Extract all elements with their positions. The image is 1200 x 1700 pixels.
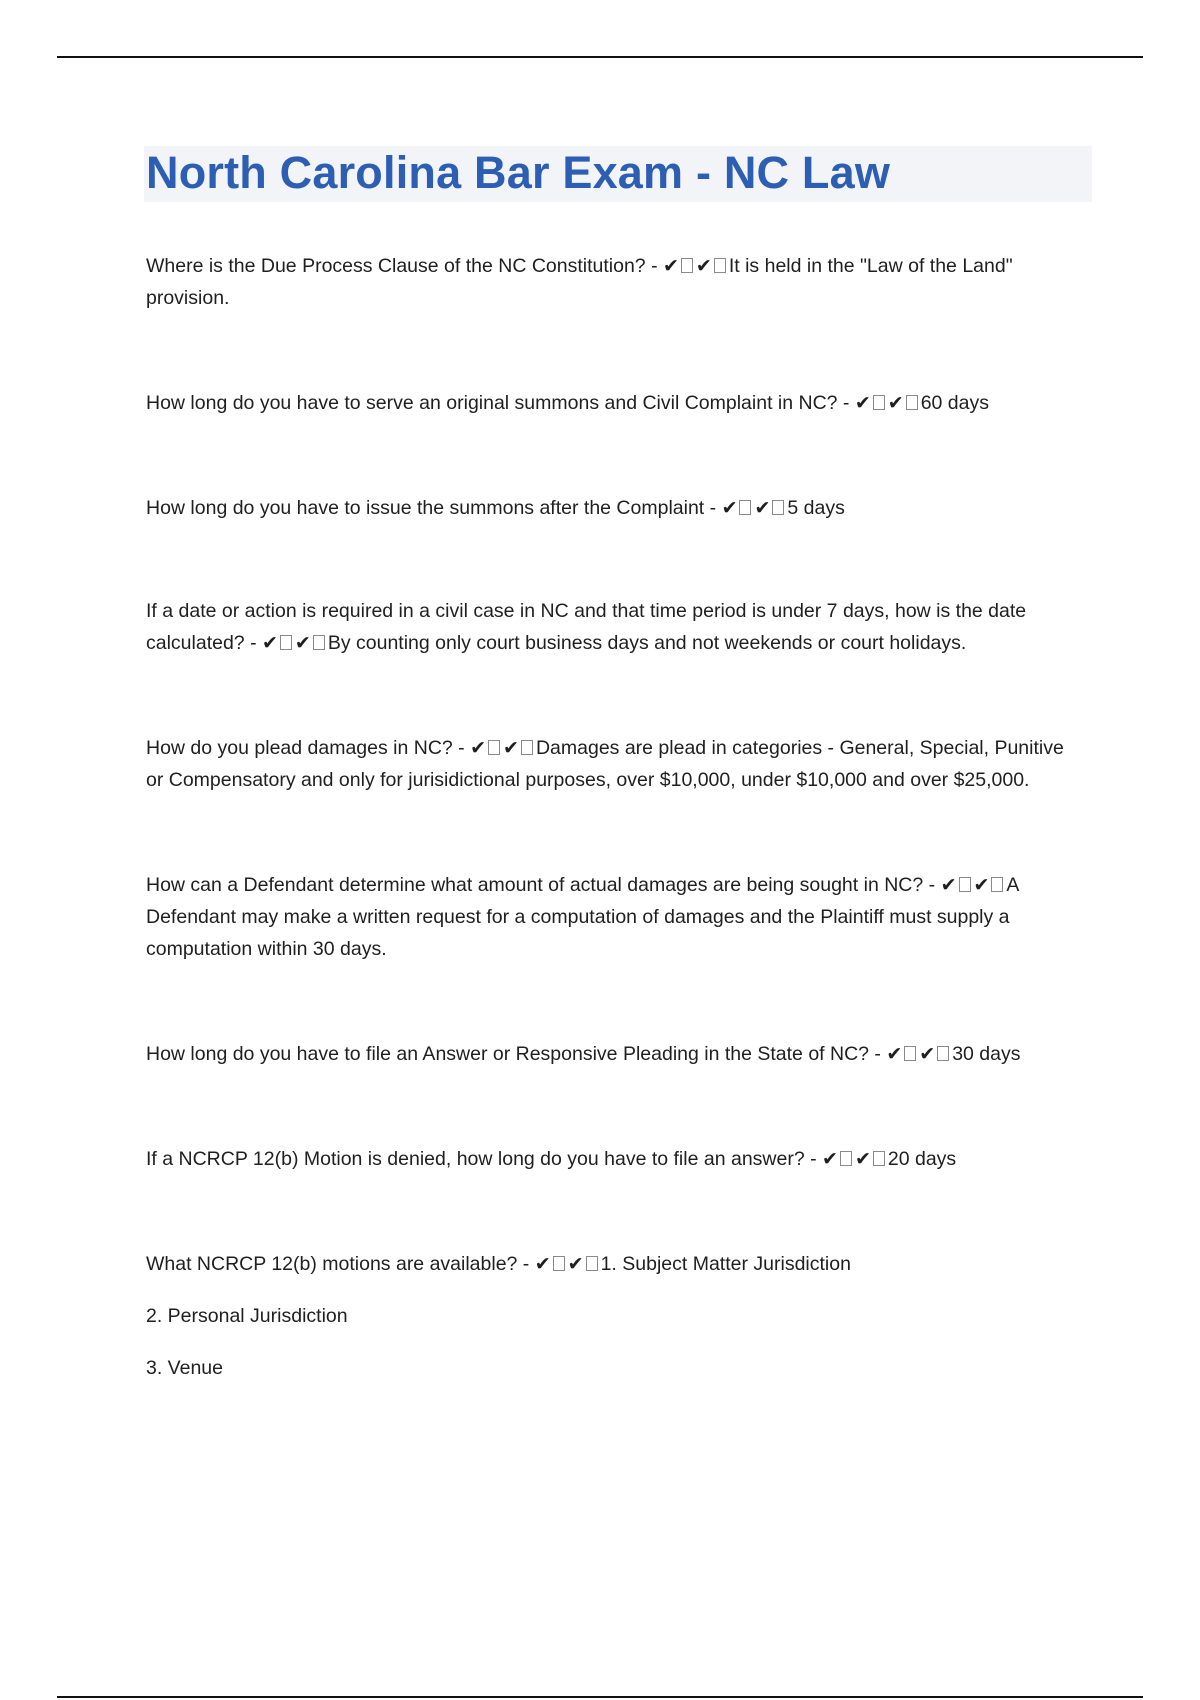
separator: - [923,874,941,896]
answer-text: Damages are plead in categories - General, Special, Punitive or Compensatory and only for jurisidictional purposes, over $10,000, under $10,000 and over $25,000. [146,737,1064,791]
check-icon: ✔ [886,1043,903,1065]
qa-item-5 [146,732,1076,796]
document-title: North Carolina Bar Exam - NC Law [146,147,891,198]
separator: - [645,255,663,277]
separator: - [452,737,471,759]
check-icon: ✔ [854,392,871,414]
question-text: How long do you have to file an Answer or Responsive Pleading in the State of NC? [146,1043,870,1065]
document-body [146,250,1076,1384]
answer-text: It is held in the "Law of the Land" provision. [146,255,1013,309]
answer-text: 5 days [787,497,845,519]
missing-glyph-box-icon [840,1151,852,1166]
check-icon: ✔ [695,255,712,277]
question-text: How long do you have to serve an original summons and Civil Complaint in NC? [146,392,838,414]
answer-text: 1. Subject Matter Jurisdiction [600,1253,851,1275]
missing-glyph-box-icon [521,740,533,755]
qa-item-3 [146,492,1076,524]
qa-item-1 [146,250,1076,314]
missing-glyph-box-icon [937,1046,949,1061]
question-text: What NCRCP 12(b) motions are available? [146,1253,518,1275]
check-icon: ✔ [470,737,487,759]
answer-text: 60 days [920,392,990,414]
check-icon: ✔ [822,1148,838,1170]
check-icon: ✔ [534,1253,551,1275]
missing-glyph-box-icon [991,877,1003,892]
missing-glyph-box-icon [873,1151,885,1166]
qa-item-7 [146,1038,1076,1070]
check-icon: ✔ [919,1043,936,1065]
answer-text: 20 days [887,1148,957,1170]
answer-text: 30 days [952,1043,1021,1065]
qa-item-8 [146,1143,1076,1175]
qa-item-2 [146,387,1076,419]
answer-text: By counting only court business days and not weekends or court holidays. [327,632,967,654]
check-icon: ✔ [721,497,738,519]
question-text: How long do you have to issue the summons after the Complaint [146,497,705,519]
check-icon: ✔ [663,255,679,277]
separator: - [244,632,262,654]
list-item-personal-jurisdiction: 2. Personal Jurisdiction [146,1305,348,1327]
check-icon: ✔ [940,874,957,896]
separator: - [704,497,722,519]
missing-glyph-box-icon [906,395,918,410]
qa-item-9 [146,1248,1076,1280]
question-text: If a NCRCP 12(b) Motion is denied, how long do you have to file an answer? [146,1148,805,1170]
question-text: Where is the Due Process Clause of the NC Constitution? [146,255,646,277]
separator: - [837,392,855,414]
separator: - [804,1148,823,1170]
check-icon: ✔ [503,737,519,759]
missing-glyph-box-icon [488,740,500,755]
list-item-venue: 3. Venue [146,1357,223,1379]
bottom-rule [57,1696,1143,1698]
answer-text: A Defendant may make a written request for a computation of damages and the Plaintiff must supply a computation within 30 days. [146,874,1019,960]
separator: - [517,1253,535,1275]
qa-item-6 [146,869,1076,965]
check-icon: ✔ [754,497,771,519]
missing-glyph-box-icon [681,258,693,273]
question-text: How can a Defendant determine what amount of actual damages are being sought in NC? [146,874,924,896]
check-icon: ✔ [294,632,311,654]
missing-glyph-box-icon [873,395,885,410]
check-icon: ✔ [887,392,904,414]
qa-item-4 [146,595,1076,659]
missing-glyph-box-icon [714,258,726,273]
missing-glyph-box-icon [959,877,971,892]
missing-glyph-box-icon [553,1256,565,1271]
missing-glyph-box-icon [904,1046,916,1061]
check-icon: ✔ [262,632,278,654]
check-icon: ✔ [973,874,990,896]
missing-glyph-box-icon [586,1256,598,1271]
missing-glyph-box-icon [280,635,292,650]
missing-glyph-box-icon [772,500,784,515]
check-icon: ✔ [854,1148,871,1170]
missing-glyph-box-icon [739,500,751,515]
question-text: If a date or action is required in a civil case in NC and that time period is under 7 days, how is the date calculated? [146,600,1027,654]
missing-glyph-box-icon [313,635,325,650]
top-rule [57,56,1143,58]
question-text: How do you plead damages in NC? [146,737,453,759]
separator: - [869,1043,887,1065]
check-icon: ✔ [567,1253,584,1275]
